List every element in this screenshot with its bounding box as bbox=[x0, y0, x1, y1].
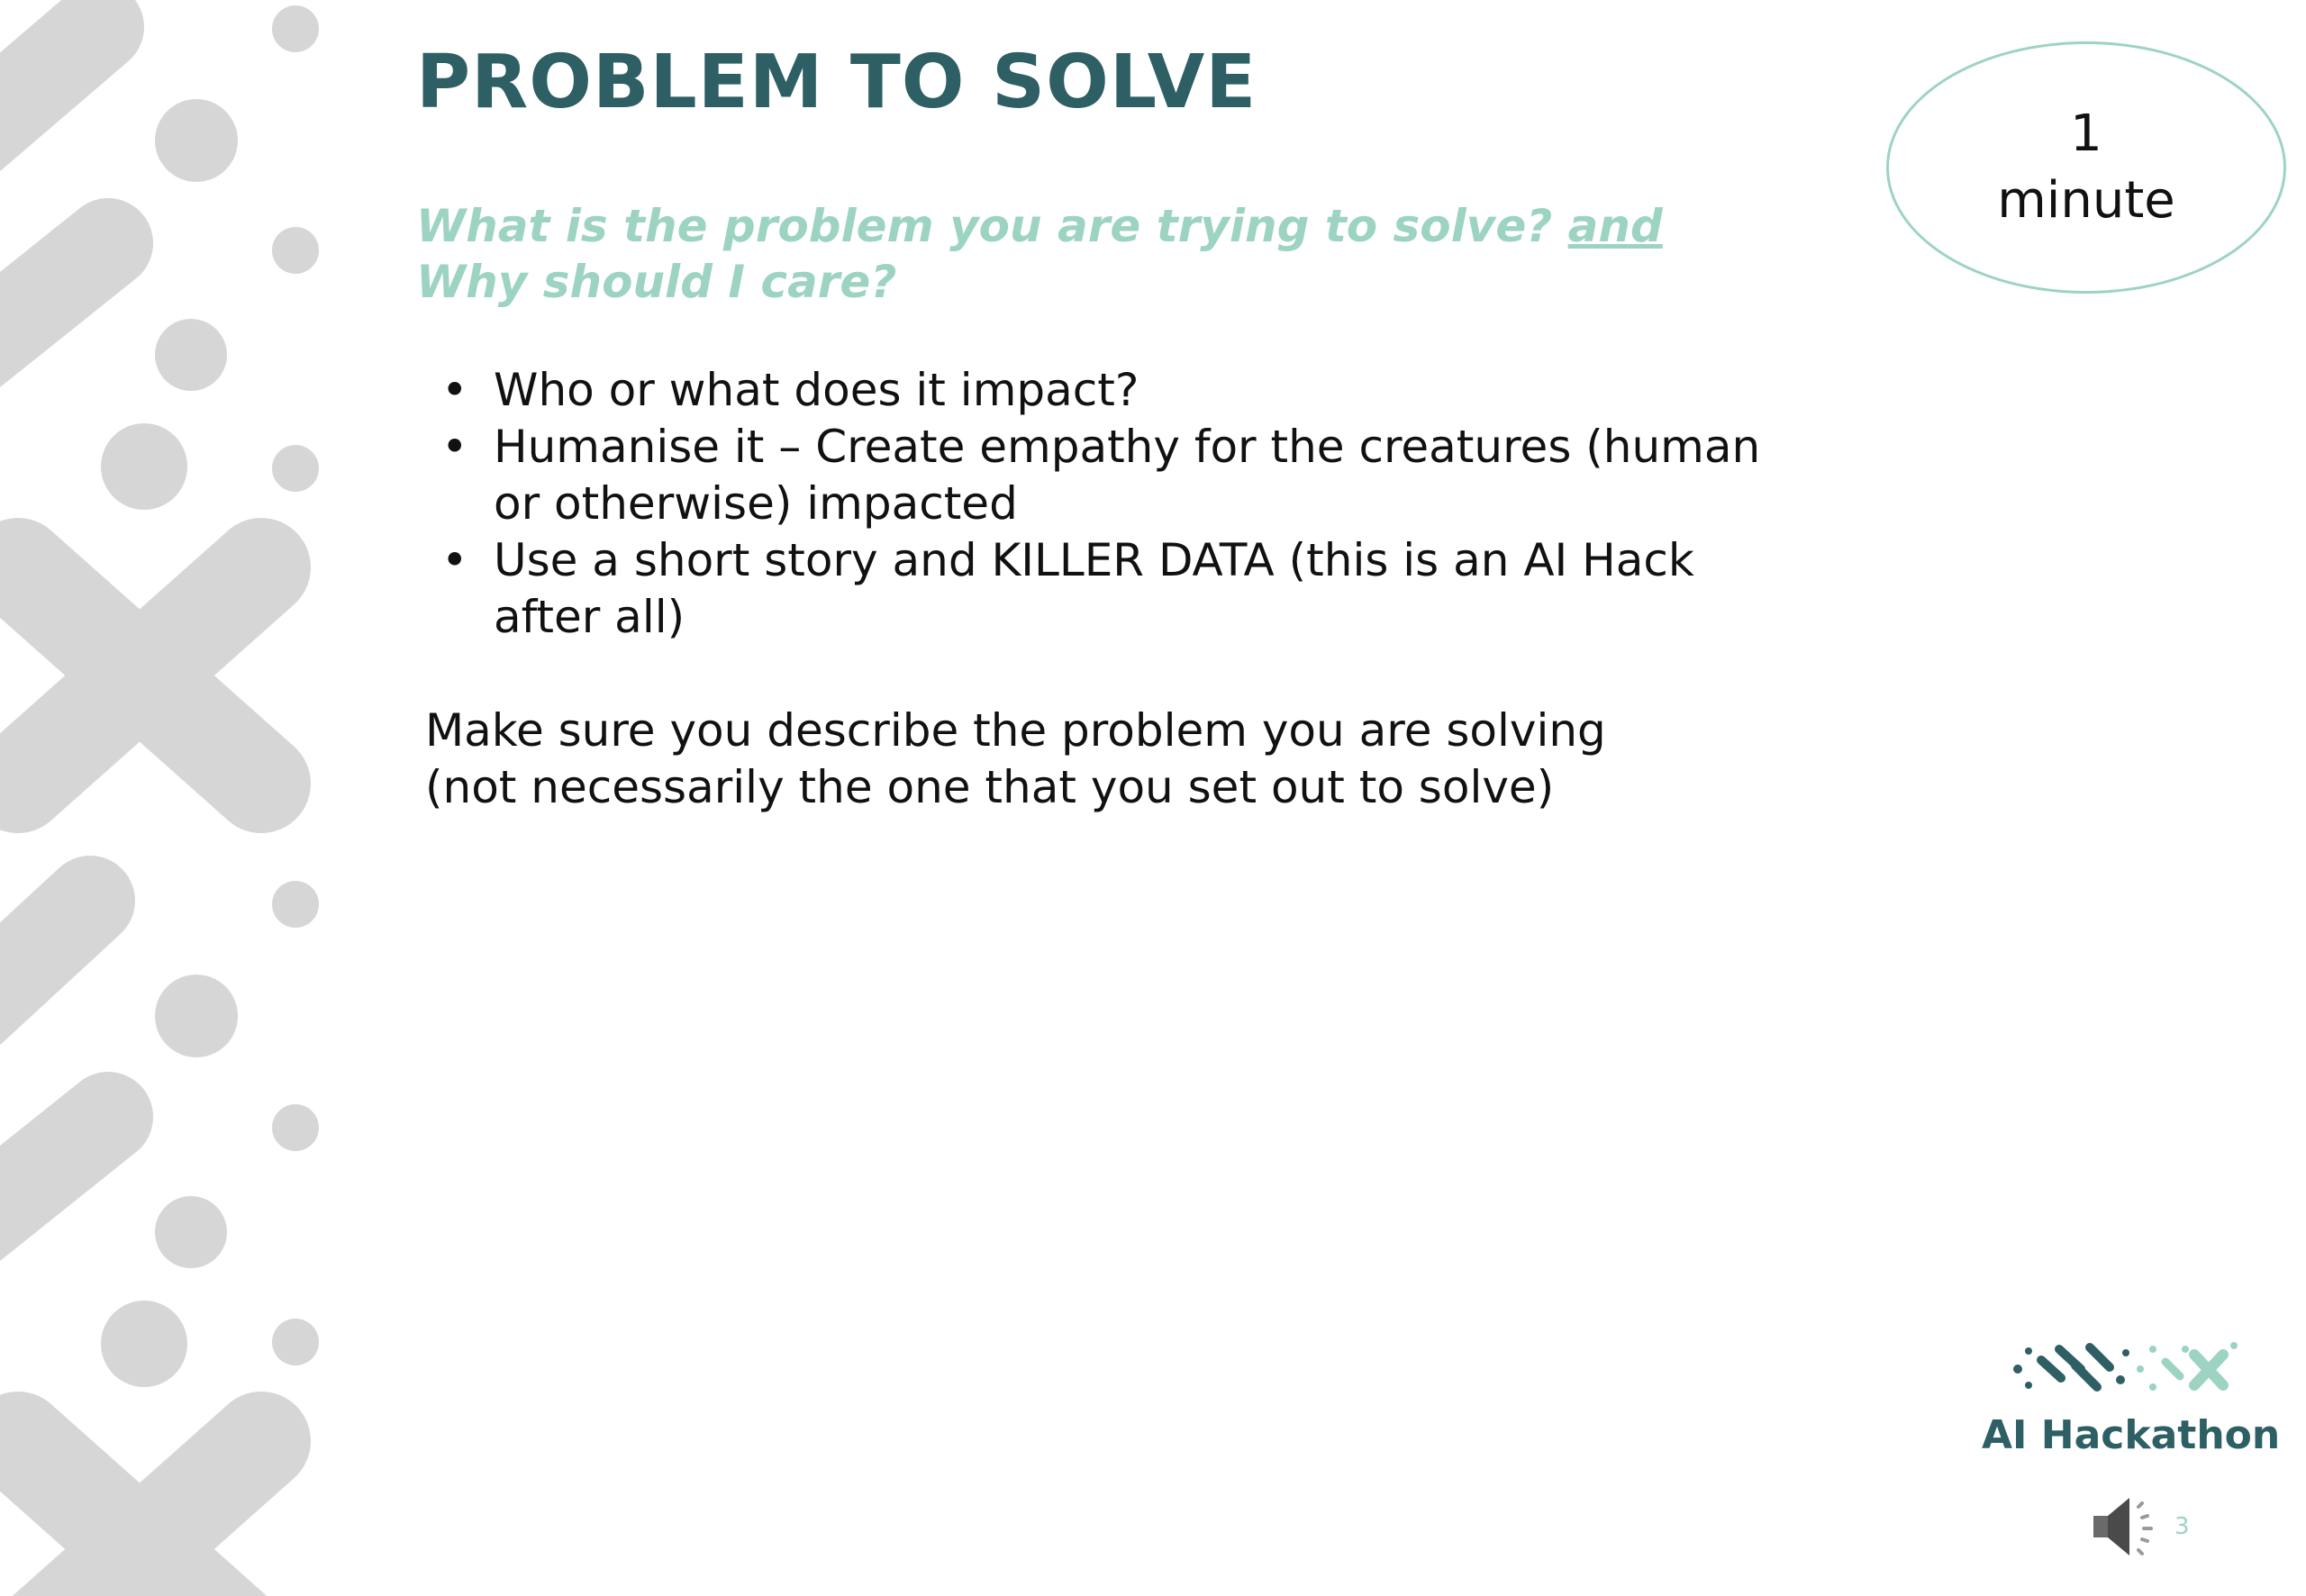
bullet-item bbox=[441, 362, 1775, 419]
bullet-text-line: Who or what does it impact? bbox=[494, 364, 1139, 416]
subtitle-line-2: Why should I care? bbox=[416, 256, 897, 308]
bullet-text-line: after all) bbox=[494, 591, 685, 643]
subtitle bbox=[416, 198, 1663, 310]
note-paragraph bbox=[425, 703, 1866, 816]
bullet-item bbox=[441, 532, 1775, 646]
speaker-icon[interactable] bbox=[2088, 1491, 2169, 1563]
subtitle-line-1-text: What is the problem you are trying to solve? bbox=[416, 200, 1568, 252]
bullet-list bbox=[441, 362, 1775, 646]
bullet-marker: • bbox=[441, 421, 468, 473]
timer-number: 1 bbox=[2070, 104, 2102, 163]
bullet-marker: • bbox=[441, 534, 468, 586]
hackathon-logo bbox=[1982, 1333, 2281, 1458]
slide-number: 3 bbox=[2174, 1513, 2190, 1540]
note-line-2: (not necessarily the one that you set out to solve) bbox=[425, 761, 1555, 813]
bullet-text-line: or otherwise) impacted bbox=[494, 477, 1018, 530]
subtitle-line-1 bbox=[416, 198, 1663, 254]
bullet-item bbox=[441, 419, 1775, 532]
hackathon-logo-icon bbox=[2009, 1333, 2243, 1405]
subtitle-underlined-word: and bbox=[1567, 200, 1663, 252]
slide-title: PROBLEM TO SOLVE bbox=[416, 40, 1257, 125]
bullet-text-line: Humanise it – Create empathy for the creatures (human bbox=[494, 421, 1761, 473]
bullet-marker: • bbox=[441, 364, 468, 416]
decorative-pattern bbox=[0, 0, 324, 1596]
timer-unit: minute bbox=[1997, 171, 2175, 230]
bullet-text-line: Use a short story and KILLER DATA (this is an AI Hack bbox=[494, 534, 1694, 586]
timer-bubble bbox=[1886, 41, 2286, 294]
note-line-1: Make sure you describe the problem you are solving bbox=[425, 704, 1606, 757]
logo-text: AI Hackathon bbox=[1982, 1412, 2281, 1458]
